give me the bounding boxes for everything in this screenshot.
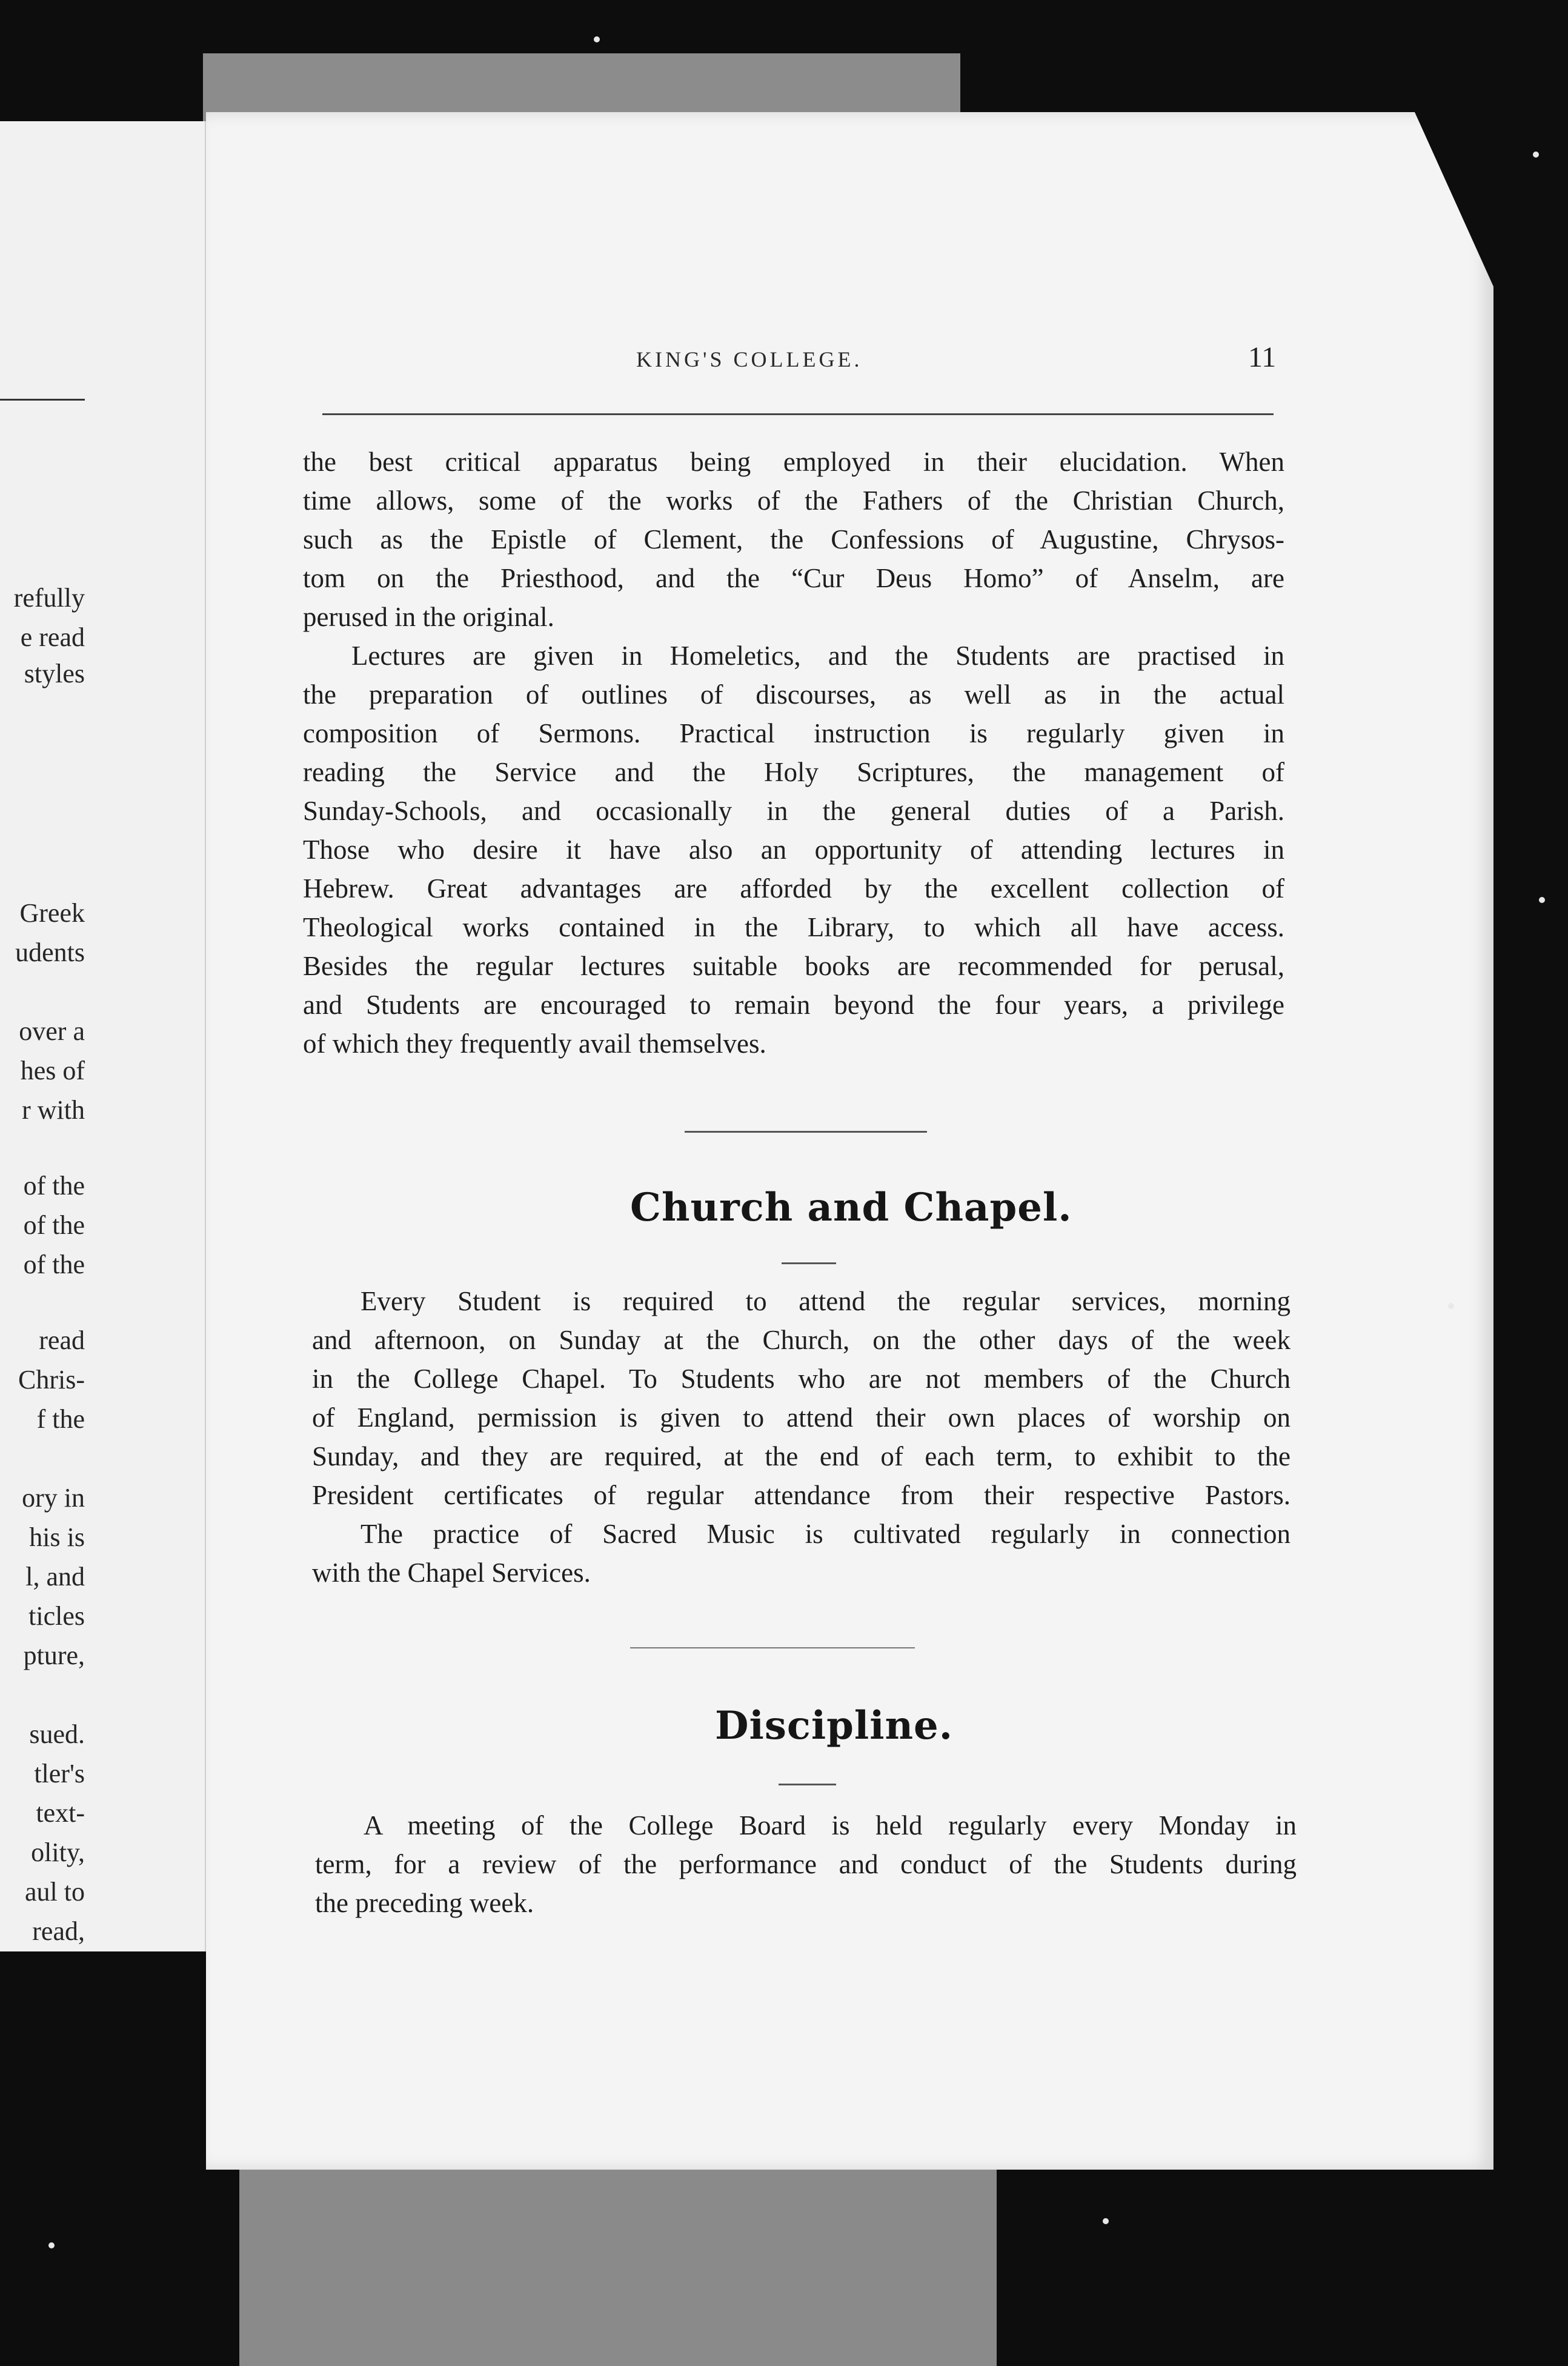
running-head: KING'S COLLEGE. [636, 347, 863, 372]
mount-strip-bottom [239, 2158, 997, 2366]
section-divider [685, 1131, 927, 1133]
left-page-line: text- [36, 1798, 85, 1828]
text-line: composition of Sermons. Practical instruction is regularly given in [303, 718, 1284, 748]
left-page-line: ticles [28, 1601, 85, 1631]
text-line: Theological works contained in the Library, to which all have access. [303, 912, 1284, 942]
dust-speck [1539, 897, 1545, 903]
text-line: The practice of Sacred Music is cultivated regularly in connection [360, 1519, 1291, 1549]
left-page-line: read [39, 1325, 85, 1355]
text-line: Sunday, and they are required, at the end of each term, to exhibit to the [312, 1441, 1291, 1471]
text-line: perused in the original. [303, 602, 554, 632]
left-page-line: styles [24, 659, 85, 688]
left-page-line: tler's [34, 1759, 85, 1788]
text-line: the preceding week. [315, 1888, 534, 1918]
text-line: tom on the Priesthood, and the “Cur Deus Homo” of Anselm, are [303, 563, 1284, 593]
intro-text [303, 442, 1284, 1063]
left-page-line: sued. [29, 1719, 85, 1749]
heading-underline [779, 1784, 836, 1785]
left-page-line: read, [32, 1916, 85, 1946]
section-divider [630, 1647, 915, 1648]
text-line: Those who desire it have also an opportunity of attending lectures in [303, 835, 1284, 865]
left-page-line: hes of [20, 1056, 85, 1085]
heading-underline [782, 1262, 836, 1264]
text-line: Hebrew. Great advantages are afforded by the excellent collection of [303, 873, 1284, 904]
text-line: and Students are encouraged to remain beyond the four years, a privilege [303, 990, 1284, 1020]
left-page-line: of the [23, 1171, 85, 1201]
text-line: and afternoon, on Sunday at the Church, on the other days of the week [312, 1325, 1291, 1355]
text-line: term, for a review of the performance and conduct of the Students during [315, 1849, 1297, 1879]
discipline-text [315, 1806, 1297, 1922]
left-page-line: e read [20, 622, 85, 652]
left-page-line: Chris- [18, 1365, 85, 1395]
text-line: such as the Epistle of Clement, the Confessions of Augustine, Chrysos- [303, 524, 1284, 555]
dust-speck [48, 2242, 55, 2248]
left-page-line: of the [23, 1250, 85, 1279]
text-line: of England, permission is given to attend their own places of worship on [312, 1402, 1291, 1433]
page-number: 11 [1248, 341, 1277, 373]
left-page-rule [0, 399, 85, 401]
left-page-line: aul to [25, 1877, 85, 1907]
church-and-chapel-text [312, 1282, 1291, 1592]
text-line: Every Student is required to attend the regular services, morning [360, 1286, 1291, 1316]
text-line: time allows, some of the works of the Fathers of the Christian Church, [303, 485, 1284, 516]
left-page-line: of the [23, 1210, 85, 1240]
text-line: Sunday-Schools, and occasionally in the general duties of a Parish. [303, 796, 1284, 826]
left-page-line: pture, [23, 1641, 85, 1670]
left-page-line: over a [19, 1016, 85, 1046]
dust-speck [1533, 152, 1539, 158]
left-page-line: olity, [31, 1838, 85, 1867]
left-page-line: his is [29, 1522, 85, 1552]
left-page [0, 121, 208, 1951]
text-line: the best critical apparatus being employed in their elucidation. When [303, 447, 1284, 477]
text-line: with the Chapel Services. [312, 1558, 591, 1588]
section-heading-church-and-chapel: Church and Chapel. [630, 1185, 1072, 1230]
left-page-line: r with [22, 1095, 85, 1125]
header-rule [322, 413, 1274, 415]
left-page-line: l, and [25, 1562, 85, 1591]
section-heading-discipline: Discipline. [715, 1703, 954, 1748]
left-page-line: f the [36, 1404, 85, 1434]
left-page-line: udents [15, 938, 85, 967]
left-page-line: Greek [19, 898, 85, 928]
dust-speck [1448, 1303, 1454, 1309]
text-line: A meeting of the College Board is held regularly every Monday in [364, 1810, 1297, 1841]
text-line: in the College Chapel. To Students who are not members of the Church [312, 1364, 1291, 1394]
text-line: the preparation of outlines of discourses, as well as in the actual [303, 679, 1284, 710]
left-page-line: refully [13, 583, 85, 613]
dust-speck [594, 36, 600, 42]
text-line: Besides the regular lectures suitable books are recommended for perusal, [303, 951, 1284, 981]
left-page-line: ory in [22, 1483, 85, 1513]
dust-speck [1103, 2218, 1109, 2224]
text-line: Lectures are given in Homeletics, and the Students are practised in [351, 641, 1284, 671]
text-line: of which they frequently avail themselves. [303, 1028, 766, 1059]
text-line: President certificates of regular attendance from their respective Pastors. [312, 1480, 1291, 1510]
text-line: reading the Service and the Holy Scriptures, the management of [303, 757, 1284, 787]
page-corner [1415, 112, 1500, 300]
